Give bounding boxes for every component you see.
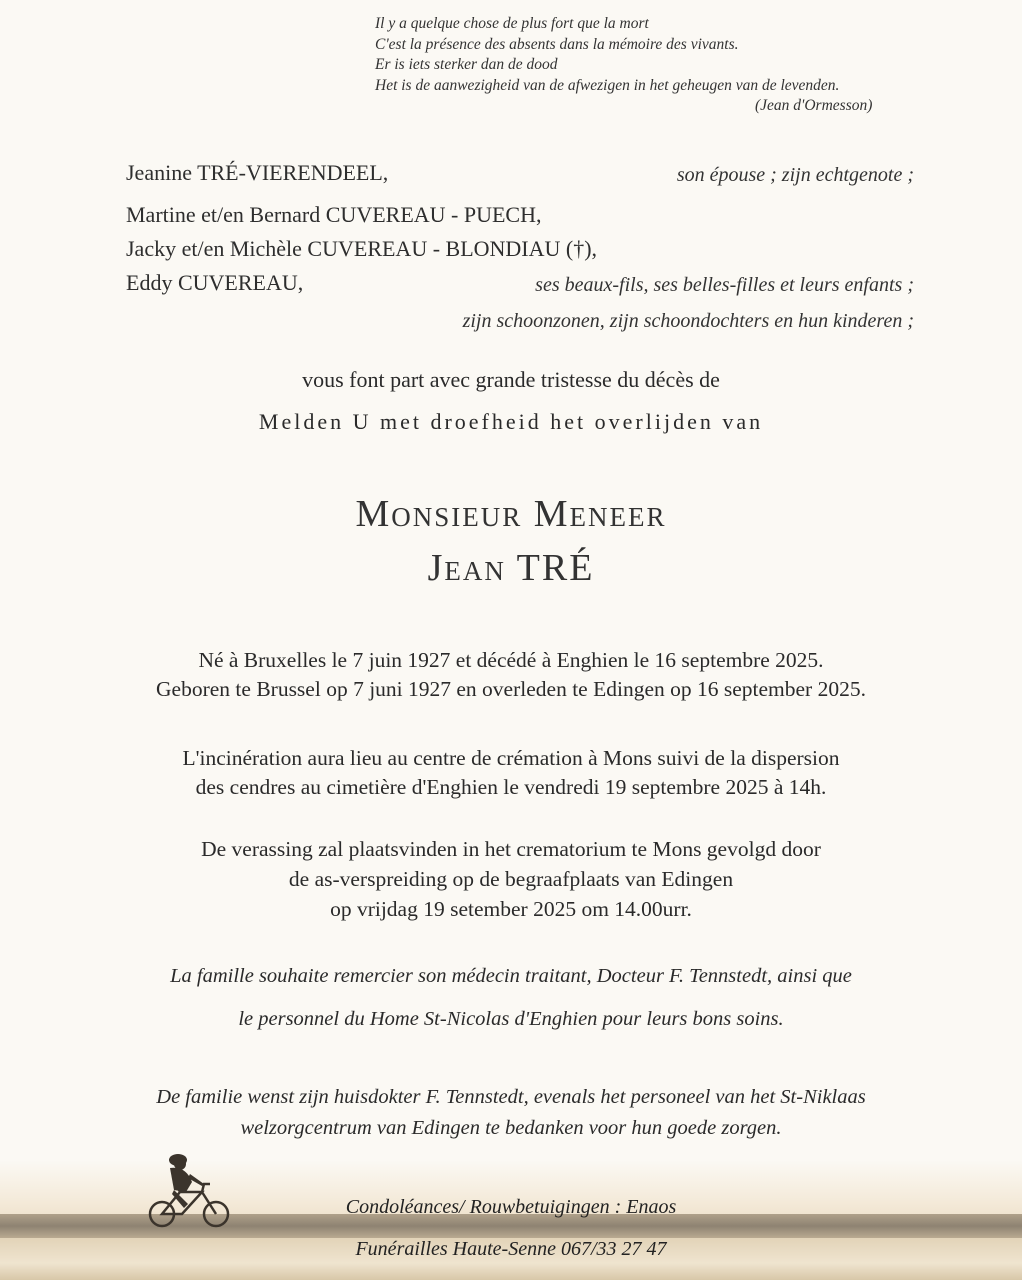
deceased-name: Jean TRÉ bbox=[427, 547, 595, 589]
quote-line: Il y a quelque chose de plus fort que la mort bbox=[375, 15, 649, 32]
quote-line: C'est la présence des absents dans la mémoire des vivants. bbox=[375, 35, 739, 53]
child-name: Jacky et/en Michèle CUVEREAU - BLONDIAU (†), bbox=[126, 236, 598, 261]
dates-nl: Geboren te Brussel op 7 juni 1927 en overleden te Edingen op 16 september 2025. bbox=[156, 677, 866, 701]
announcement-fr: vous font part avec grande tristesse du décès de bbox=[302, 367, 720, 392]
children-relation-nl: zijn schoonzonen, zijn schoondochters en hun kinderen ; bbox=[462, 310, 914, 332]
spouse-name: Jeanine TRÉ-VIERENDEEL, bbox=[126, 160, 389, 185]
funeral-home-line: Funérailles Haute-Senne 067/33 27 47 bbox=[355, 1238, 667, 1260]
ceremony-nl-line: de as-verspreiding op de begraafplaats van Edingen bbox=[288, 867, 734, 891]
quote-line: Het is de aanwezigheid van de afwezigen in het geheugen van de levenden. bbox=[375, 76, 840, 94]
epigraph-quote bbox=[375, 14, 872, 117]
child-name: Martine et/en Bernard CUVEREAU - PUECH, bbox=[126, 202, 542, 227]
child-name: Eddy CUVEREAU, bbox=[126, 270, 304, 295]
thanks-nl-line: De familie wenst zijn huisdokter F. Tennstedt, evenals het personeel van het St-Niklaas bbox=[156, 1086, 866, 1108]
announcement-nl: Melden U met droefheid het overlijden van bbox=[258, 409, 764, 434]
ceremony-fr-line: L'incinération aura lieu au centre de crémation à Mons suivi de la dispersion bbox=[182, 746, 840, 770]
thanks-fr-line: le personnel du Home St-Nicolas d'Enghien pour leurs bons soins. bbox=[238, 1008, 784, 1030]
ceremony-fr-line: des cendres au cimetière d'Enghien le vendredi 19 septembre 2025 à 14h. bbox=[195, 775, 827, 799]
spouse-relation: son épouse ; zijn echtgenote ; bbox=[676, 164, 914, 186]
thanks-nl-line: welzorgcentrum van Edingen te bedanken voor hun goede zorgen. bbox=[240, 1117, 782, 1139]
children-relation-fr: ses beaux-fils, ses belles-filles et leurs enfants ; bbox=[535, 274, 914, 296]
dates-fr: Né à Bruxelles le 7 juin 1927 et décédé à Enghien le 16 septembre 2025. bbox=[198, 648, 824, 672]
ceremony-nl-line: op vrijdag 19 setember 2025 om 14.00urr. bbox=[330, 897, 692, 921]
condolences-line: Condoléances/ Rouwbetuigingen : Enaos bbox=[345, 1196, 677, 1218]
quote-author: (Jean d'Ormesson) bbox=[755, 97, 873, 114]
deceased-title: Monsieur Meneer bbox=[355, 493, 667, 535]
thanks-fr-line: La famille souhaite remercier son médecin traitant, Docteur F. Tennstedt, ainsi que bbox=[170, 965, 852, 987]
ceremony-nl-line: De verassing zal plaatsvinden in het crematorium te Mons gevolgd door bbox=[201, 837, 821, 861]
quote-line: Er is iets sterker dan de dood bbox=[375, 56, 558, 73]
